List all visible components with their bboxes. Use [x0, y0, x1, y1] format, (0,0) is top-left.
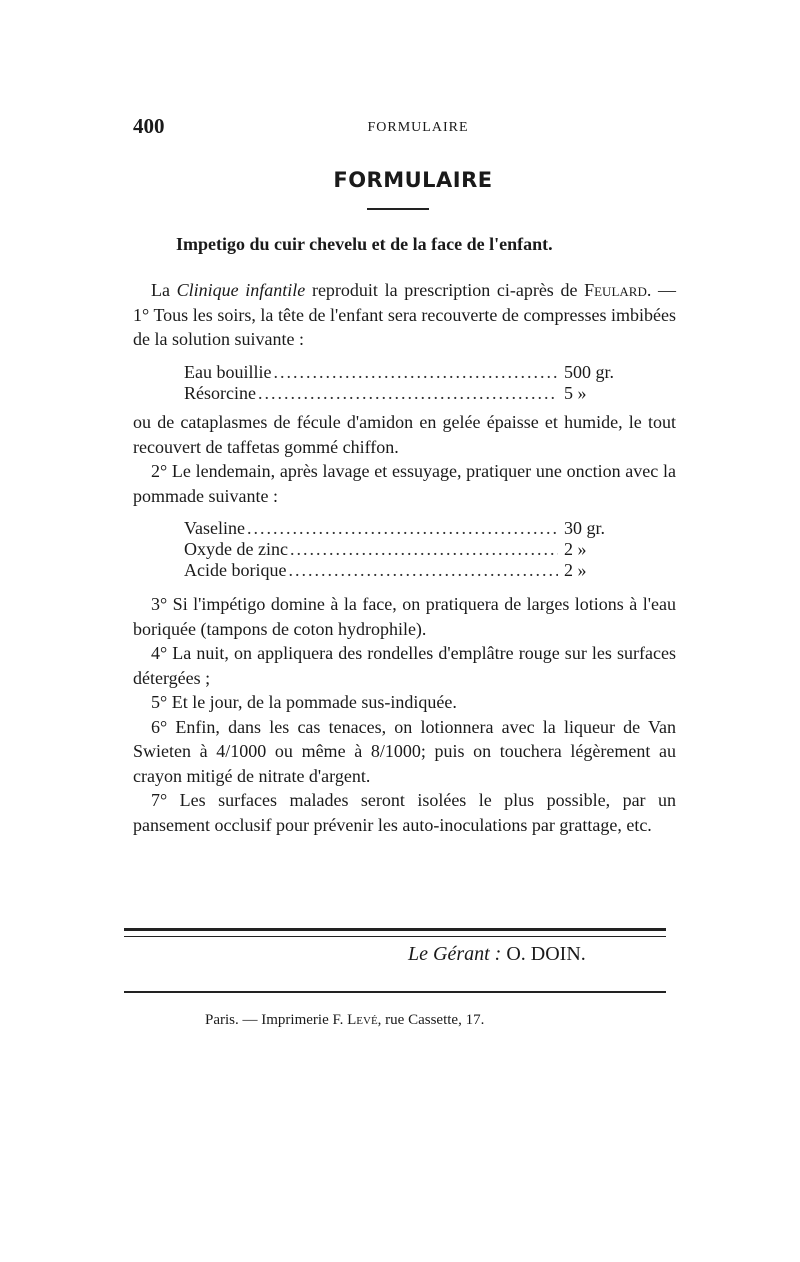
ingredient-name: Eau bouillie — [184, 362, 272, 382]
gerant-label: Le Gérant : — [408, 943, 502, 965]
recipe-solution — [184, 362, 626, 404]
running-header — [133, 114, 673, 144]
imprint-line: Paris. — Imprimerie F. Levé, rue Cassette, 17. — [205, 1012, 485, 1028]
source-title: Clinique infantile — [176, 280, 306, 300]
dot-leader — [258, 383, 558, 404]
ingredient-quantity: 2 » — [564, 560, 587, 580]
intro-paragraph-block — [133, 278, 676, 352]
step-paragraph: 6° Enfin, dans les cas tenaces, on lotionnera avec la liqueur de Van Swieten à 4/1000 ou même à 8/1000; puis on touchera légèrement au crayon mitigé de nitrate d'argent. — [133, 716, 676, 786]
printer-name: Levé — [347, 1012, 378, 1028]
dot-leader — [288, 560, 558, 581]
ingredient-name: Vaseline — [184, 518, 245, 538]
footer-double-rule — [124, 928, 666, 937]
ingredient-quantity: 2 » — [564, 539, 587, 559]
ingredient-name: Résorcine — [184, 383, 256, 403]
recipe-row — [184, 383, 626, 404]
step-2-paragraph: 2° Le lendemain, après lavage et essuyage, pratiquer une onction avec la pommade suivante : — [133, 461, 676, 506]
steps-block — [133, 592, 676, 837]
dot-leader — [247, 518, 558, 539]
page-title: FORMULAIRE — [333, 168, 493, 192]
step-paragraph: 7° Les surfaces malades seront isolées le plus possible, par un pansement occlusif pour prévenir les auto-inoculations par grattage, etc. — [133, 790, 676, 835]
gerant-line — [408, 943, 586, 966]
running-title: FORMULAIRE — [367, 120, 469, 135]
step-paragraph: 5° Et le jour, de la pommade sus-indiquée. — [151, 692, 457, 712]
dot-leader — [273, 362, 558, 383]
ingredient-quantity: 500 gr. — [564, 362, 615, 382]
page-number: 400 — [133, 114, 165, 138]
step-paragraph: 4° La nuit, on appliquera des rondelles d'emplâtre rouge sur les surfaces détergées ; — [133, 643, 676, 688]
recipe-ointment — [184, 518, 626, 581]
recipe-row — [184, 362, 626, 383]
intro-paragraph: La Clinique infantile reproduit la prescription ci-après de Feulard. — 1° Tous les soirs, la tête de l'enfant sera recouverte de compresses imbibées de la solution suivante : — [133, 280, 676, 349]
author-name: Feulard — [584, 280, 647, 300]
recipe-row — [184, 518, 626, 539]
recipe-row — [184, 539, 626, 560]
ingredient-quantity: 5 » — [564, 383, 587, 403]
after-recipe-block — [133, 410, 676, 508]
recipe-row — [184, 560, 626, 581]
after-recipe-paragraph: ou de cataplasmes de fécule d'amidon en gelée épaisse et humide, le tout recouvert de taffetas gommé chiffon. — [133, 412, 676, 457]
dot-leader — [290, 539, 558, 560]
ingredient-name: Acide borique — [184, 560, 287, 580]
gerant-name: O. DOIN. — [506, 943, 586, 965]
footer-rule — [124, 991, 666, 993]
ingredient-name: Oxyde de zinc — [184, 539, 288, 559]
step-paragraph: 3° Si l'impétigo domine à la face, on pratiquera de larges lotions à l'eau boriquée (tampons de coton hydrophile). — [133, 594, 676, 639]
section-heading: Impetigo du cuir chevelu et de la face de l'enfant. — [176, 234, 553, 254]
ingredient-quantity: 30 gr. — [564, 518, 606, 538]
title-divider — [367, 208, 429, 210]
